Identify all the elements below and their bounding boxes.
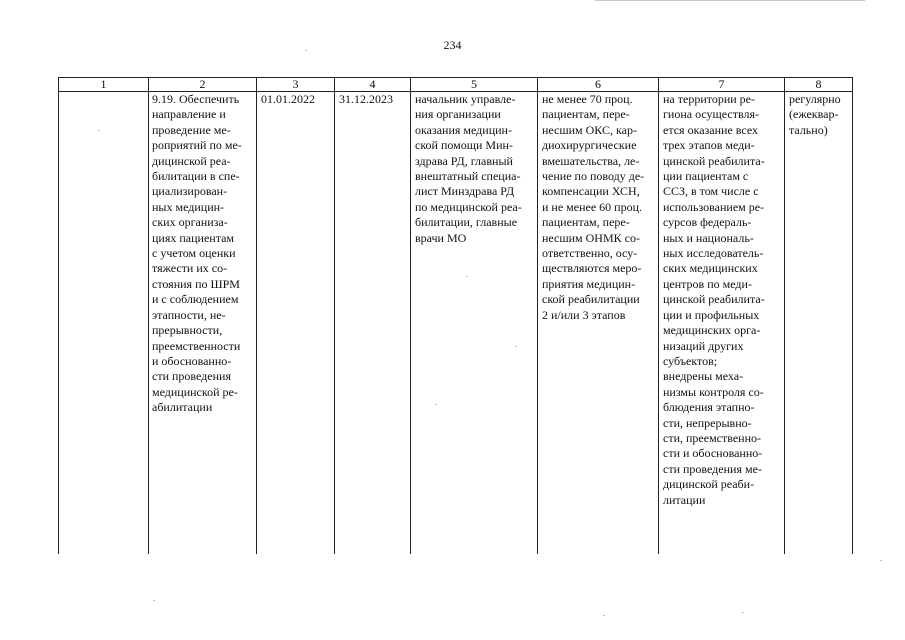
header-col-8: 8 [785, 78, 853, 92]
header-col-6: 6 [538, 78, 659, 92]
table-row [59, 92, 853, 555]
header-col-3: 3 [257, 78, 335, 92]
plan-table-container [58, 77, 852, 554]
header-col-1: 1 [59, 78, 149, 92]
header-col-5: 5 [411, 78, 538, 92]
cell-activity: 9.19. Обеспечить направление и проведение ме- роприятий по ме- дицинской реа- билитации в спе- циализирован- ных медицин- ских организа- циях пациентам с учетом оценки тяжести их со- стояния по ШРМ и с соблюдением этапности, не- прерывности, преемственности и обоснованно- сти проведения медицинской ре- абилитации [149, 92, 257, 555]
header-col-4: 4 [335, 78, 411, 92]
cell-result: не менее 70 проц. пациентам, пере- несшим ОКС, кар- диохирургические вмешательства, ле- чение по поводу де- компенсации ХСН, и не менее 60 проц. пациентам, пере- несшим ОНМК со- ответственно, осу- ществляются меро- приятия медицин- ской реабилитации 2 и/или 3 этапов [538, 92, 659, 555]
cell-end-date: 31.12.2023 [335, 92, 411, 555]
cell-responsible: начальник управле- ния организации оказания медицин- ской помощи Мин- здрава РД, главный внештатный специа- лист Минздрава РД по медицинской реа- билитации, главные врачи МО [411, 92, 538, 555]
header-row [59, 78, 853, 92]
header-col-7: 7 [659, 78, 785, 92]
cell-periodicity: регулярно (ежеквар- тально) [785, 92, 853, 555]
cell-outcome: на территории ре- гиона осуществля- ется оказание всех трех этапов меди- цинской реабилита- ции пациентам с ССЗ, в том числе с использованием ре- сурсов федераль- ных и националь- ных исследователь- ских медицинских центров по меди- цинской реабилита- ции и профильных медицинских орга- низаций других субъектов; внедрены меха- низмы контроля со- блюдения этапно- сти, непрерывно- сти, преемственно- сти и обоснованно- сти проведения ме- дицинской реаби- литации [659, 92, 785, 555]
header-col-2: 2 [149, 78, 257, 92]
cell-number [59, 92, 149, 555]
cell-start-date: 01.01.2022 [257, 92, 335, 555]
page-number: 234 [443, 38, 462, 52]
scan-edge-mark [595, 0, 865, 2]
plan-table [58, 77, 853, 554]
